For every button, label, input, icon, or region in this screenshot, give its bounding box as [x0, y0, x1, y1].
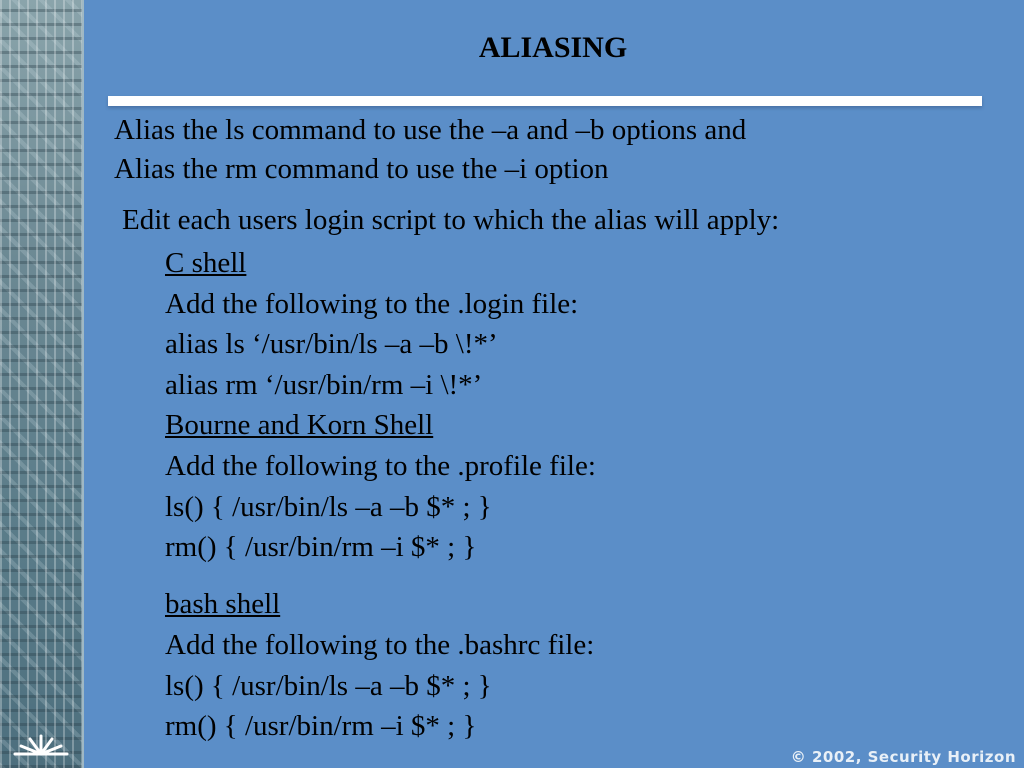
slide-title: ALIASING [478, 31, 628, 64]
c-shell-line: Add the following to the .login file: [165, 288, 579, 320]
bash-line: Add the following to the .bashrc file: [165, 629, 595, 661]
bash-line: rm() { /usr/bin/rm –i $* ; } [165, 710, 477, 742]
copyright-footer: © 2002, Security Horizon [790, 748, 1016, 766]
section-heading-bourne-korn: Bourne and Korn Shell [165, 409, 434, 441]
section-heading-bash: bash shell [165, 588, 281, 620]
bourne-korn-line: Add the following to the .profile file: [165, 450, 596, 482]
bourne-korn-line: rm() { /usr/bin/rm –i $* ; } [165, 531, 477, 563]
title-divider [108, 96, 982, 106]
bash-line: ls() { /usr/bin/ls –a –b $* ; } [165, 670, 492, 702]
c-shell-line: alias ls ‘/usr/bin/ls –a –b \!*’ [165, 328, 498, 360]
sunburst-logo-icon [6, 724, 76, 764]
decorative-sidebar [0, 0, 84, 768]
c-shell-line: alias rm ‘/usr/bin/rm –i \!*’ [165, 369, 483, 401]
intro-line-2: Alias the rm command to use the –i option [114, 153, 609, 185]
instruction-text: Edit each users login script to which the alias will apply: [122, 204, 780, 236]
bourne-korn-line: ls() { /usr/bin/ls –a –b $* ; } [165, 491, 492, 523]
section-heading-c-shell: C shell [165, 247, 247, 279]
intro-line-1: Alias the ls command to use the –a and –b options and [114, 114, 747, 146]
